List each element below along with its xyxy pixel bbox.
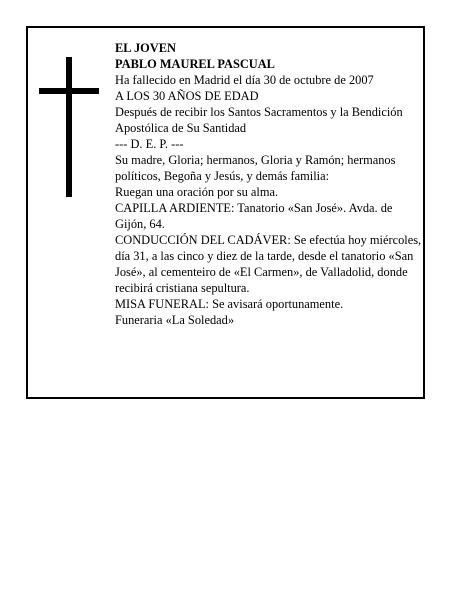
chapel-line: CAPILLA ARDIENTE: Tanatorio «San José». Avda. de Gijón, 64. <box>115 201 393 231</box>
sacraments-line: Después de recibir los Santos Sacramentos y la Bendición Apostólica de Su Santidad <box>115 105 403 135</box>
age-line: A LOS 30 AÑOS DE EDAD <box>115 89 259 103</box>
family-line: Su madre, Gloria; hermanos, Gloria y Ramón; hermanos políticos, Begoña y Jesús, y demás familia: <box>115 153 396 183</box>
procession-line: CONDUCCIÓN DEL CADÁVER: Se efectúa hoy miércoles, día 31, a las cinco y diez de la tarde, desde el tanatorio «San José», al cementeiro de «El Carmen», de Valladolid, donde recibirá cristiana sepultura. <box>115 233 422 295</box>
cross-vertical-bar <box>66 57 72 197</box>
rip-line: --- D. E. P. --- <box>115 137 184 151</box>
deceased-name: PABLO MAUREL PASCUAL <box>115 57 275 71</box>
death-line: Ha fallecido en Madrid el día 30 de octubre de 2007 <box>115 73 374 87</box>
prayer-line: Ruegan una oración por su alma. <box>115 185 279 199</box>
mass-line: MISA FUNERAL: Se avisará oportunamente. <box>115 297 344 311</box>
funeral-home: Funeraria «La Soledad» <box>115 313 235 327</box>
cross-horizontal-bar <box>39 88 99 94</box>
notice-heading: EL JOVEN <box>115 41 176 55</box>
notice-body <box>115 40 426 328</box>
cross-icon <box>39 57 99 197</box>
obituary-notice <box>26 26 425 399</box>
